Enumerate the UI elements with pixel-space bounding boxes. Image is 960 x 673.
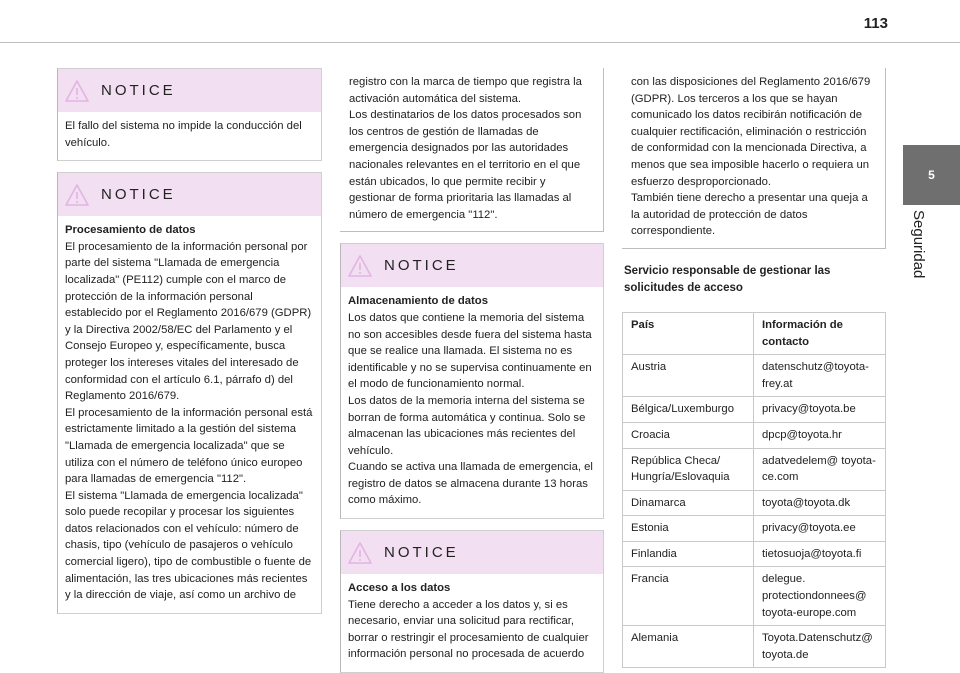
- country-cell: Dinamarca: [623, 490, 754, 516]
- notice-box: [340, 243, 604, 519]
- table-header-cell: Información de contacto: [754, 312, 886, 354]
- notice-title: NOTICE: [101, 82, 176, 99]
- notice-body: [341, 287, 603, 518]
- contact-cell: adatvedelem@ toyota-ce.com: [754, 448, 886, 490]
- column-1: [57, 68, 322, 614]
- notice-header: [58, 173, 321, 216]
- table-row: [623, 397, 886, 423]
- table-row: [623, 567, 886, 626]
- chapter-number: 5: [928, 168, 935, 182]
- country-cell: Austria: [623, 355, 754, 397]
- notice-box: [340, 530, 604, 673]
- header-rule: [0, 42, 960, 43]
- contact-cell: dpcp@toyota.hr: [754, 422, 886, 448]
- table-row: [623, 422, 886, 448]
- notice-header: [58, 69, 321, 112]
- column-2: [340, 68, 604, 673]
- table-row: [623, 626, 886, 668]
- warning-icon: [64, 183, 90, 207]
- country-cell: Croacia: [623, 422, 754, 448]
- notice-text: Tiene derecho a acceder a los datos y, si es necesario, enviar una solicitud para rectificar, borrar o restringir el procesamiento de cualquier información personal no procesada de acuerdo: [348, 598, 589, 661]
- notice-text: Los datos que contiene la memoria del sistema no son accesibles desde fuera del sistema hasta que se realice una llamada. El sistema no es identificable y no se supervisa continuamente en el modo de funcionamiento normal. Los datos de la memoria interna del sistema se borran de forma automática y continua. Solo se almacenan las ubicaciones más recientes del vehículo. Cuando se activa una llamada de emergencia, el registro de datos se almacena durante 13 horas como máximo.: [348, 311, 593, 507]
- notice-box: [57, 68, 322, 161]
- contact-cell: privacy@toyota.ee: [754, 516, 886, 542]
- contact-cell: Toyota.Datenschutz@ toyota.de: [754, 626, 886, 668]
- notice-title: NOTICE: [101, 186, 176, 204]
- notice-header: [341, 531, 603, 574]
- table-row: [623, 448, 886, 490]
- notice-subtitle: Acceso a los datos: [348, 582, 451, 595]
- contact-cell: delegue. protectiondonnees@ toyota-europe.com: [754, 567, 886, 626]
- notice-subtitle: Almacenamiento de datos: [348, 295, 488, 308]
- contact-cell: tietosuoja@toyota.fi: [754, 541, 886, 567]
- notice-body: [341, 574, 603, 672]
- paragraph: registro con la marca de tiempo que registra la activación automática del sistema. Los destinatarios de los datos procesados son los centros de gestión de llamadas de emergencia designados por las autoridades nacionales relevantes en el territorio en el que están ubicados, lo que permite recibir y gestionar de forma prioritaria las llamadas al número de emergencia "112".: [349, 76, 582, 221]
- table-row: [623, 541, 886, 567]
- notice-title: NOTICE: [384, 257, 459, 275]
- country-cell: Alemania: [623, 626, 754, 668]
- country-cell: República Checa/ Hungría/Eslovaquia: [623, 448, 754, 490]
- contact-cell: toyota@toyota.dk: [754, 490, 886, 516]
- warning-icon: [64, 79, 90, 103]
- notice-subtitle: Procesamiento de datos: [65, 224, 196, 237]
- country-cell: Finlandia: [623, 541, 754, 567]
- warning-icon: [347, 254, 373, 278]
- warning-icon: [347, 541, 373, 565]
- page-number: 113: [863, 15, 888, 32]
- table-header-cell: País: [623, 312, 754, 354]
- table-header-row: [623, 312, 886, 354]
- section-heading: Servicio responsable de gestionar las solicitudes de acceso: [624, 264, 831, 294]
- table-row: [623, 490, 886, 516]
- country-cell: Bélgica/Luxemburgo: [623, 397, 754, 423]
- notice-title: NOTICE: [384, 544, 459, 562]
- notice-header: [341, 244, 603, 287]
- continued-text: [622, 68, 886, 249]
- notice-body: El fallo del sistema no impide la conducción del vehículo.: [65, 120, 302, 149]
- table-row: [623, 355, 886, 397]
- chapter-label: [907, 210, 927, 310]
- chapter-tab: [903, 145, 960, 205]
- table-row: [623, 516, 886, 542]
- country-cell: Estonia: [623, 516, 754, 542]
- country-cell: Francia: [623, 567, 754, 626]
- column-3: [622, 68, 886, 668]
- notice-body: [58, 216, 321, 613]
- contact-cell: privacy@toyota.be: [754, 397, 886, 423]
- paragraph: con las disposiciones del Reglamento 2016/679 (GDPR). Los terceros a los que se hayan comunicado los datos recibirán notificación de cualquier rectificación, eliminación o restricción de conformidad con la mencionada Directiva, a menos que sea imposible hacerlo o requiera un esfuerzo desproporcionado. También tiene derecho a presentar una queja a la autoridad de protección de datos correspondiente.: [631, 76, 871, 238]
- chapter-title: Seguridad: [910, 210, 927, 279]
- notice-text: El procesamiento de la información personal por parte del sistema "Llamada de emergencia localizada" (PE112) cumple con el marco de protección de la información personal establecido por el Reglamento 2016/679 (GDPR) y la Directiva 2002/58/EC del Parlamento y el Consejo Europeo y, específicamente, busca proteger los intereses vitales del interesado de conformidad con el artículo 6.1, párrafo d) del Reglamento 2016/679. El procesamiento de la información personal está estrictamente limitado a la gestión del sistema "Llamada de emergencia localizada" que se utiliza con el número de teléfono único europeo para llamadas de emergencia "112". El sistema "Llamada de emergencia localizada" solo puede recopilar y procesar los siguientes datos relacionados con el vehículo: número de chasis, tipo (vehículo de pasajeros o vehículo comercial ligero), tipo de combustible o fuente de alimentación, las tres ubicaciones más recientes y la dirección de viaje, así como un archivo de: [65, 240, 313, 602]
- contact-cell: datenschutz@toyota-frey.at: [754, 355, 886, 397]
- notice-box: [57, 172, 322, 614]
- continued-text: [340, 68, 604, 232]
- contact-table: [622, 312, 886, 669]
